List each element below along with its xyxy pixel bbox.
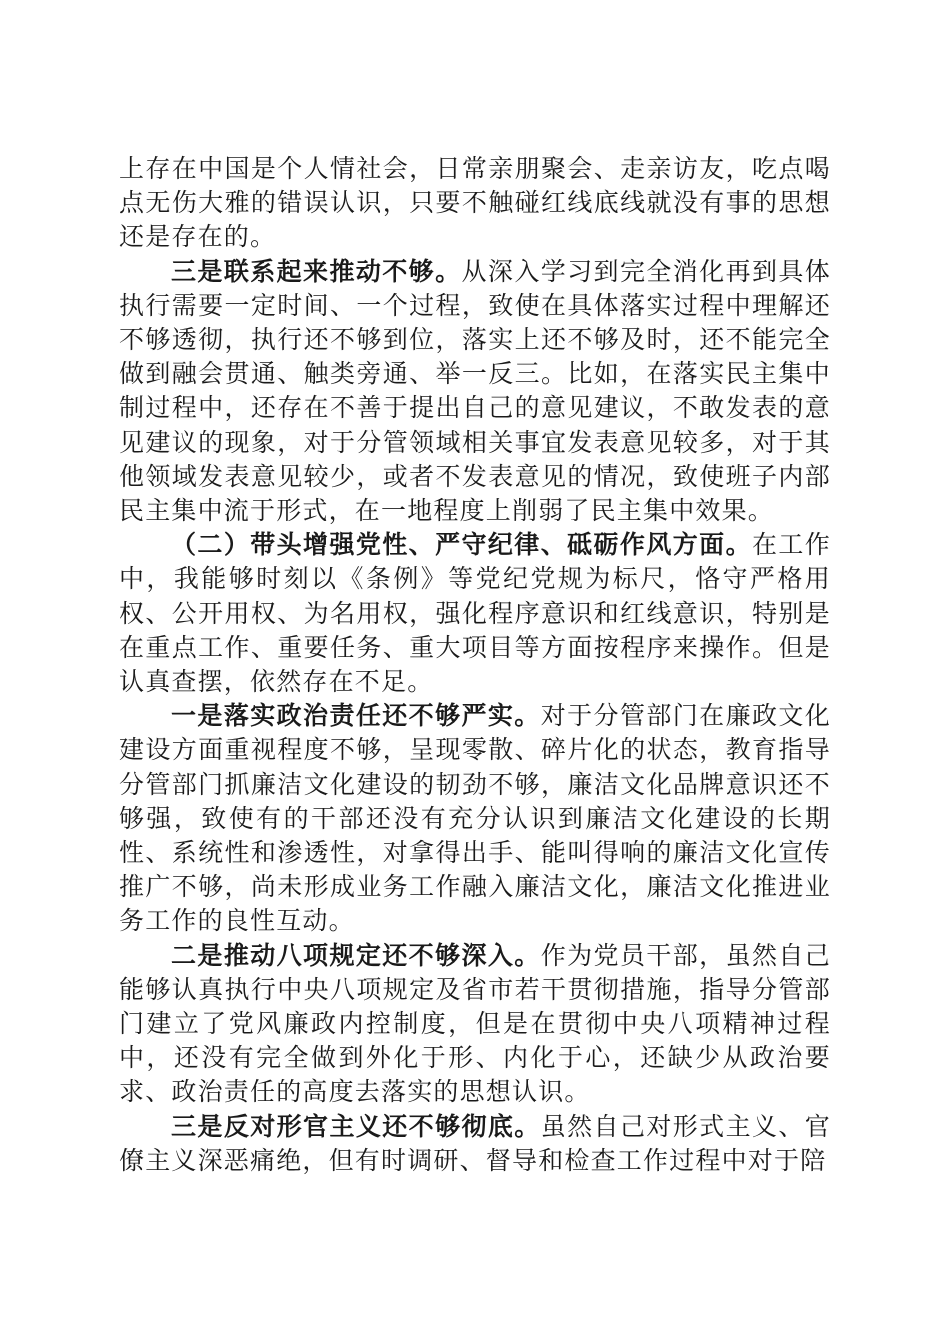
paragraph-point-1 [119,699,831,938]
paragraph-point-3b [119,1110,831,1178]
paragraph-text: 在工作中，我能够时刻以《条例》等党纪党规为标尺，恪守严格用权、公开用权、为名用权，强化程序意识和红线意识，特别是在重点工作、重要任务、重大项目等方面按程序来操作。但是认真查摆，依然存在不足。 [119,530,832,697]
paragraph-lead: 二是推动八项规定还不够深入。 [171,940,541,970]
section-heading-paragraph [119,528,831,699]
paragraph-lead: 一是落实政治责任还不够严实。 [171,701,541,731]
paragraph-lead: 三是联系起来推动不够。 [171,256,462,286]
paragraph-text: 对于分管部门在廉政文化建设方面重视程度不够，呈现零散、碎片化的状态，教育指导分管部门抓廉洁文化建设的韧劲不够，廉洁文化品牌意识还不够强，致使有的干部还没有充分认识到廉洁文化建设的长期性、系统性和渗透性，对拿得出手、能叫得响的廉洁文化宣传推广不够，尚未形成业务工作融入廉洁文化，廉洁文化推进业务工作的良性互动。 [119,701,831,936]
paragraph-text: 从深入学习到完全消化再到具体执行需要一定时间、一个过程，致使在具体落实过程中理解还不够透彻，执行还不够到位，落实上还不够及时，还不能完全做到融会贯通、触类旁通、举一反三。比如，在落实民主集中制过程中，还存在不善于提出自己的意见建议，不敢发表的意见建议的现象，对于分管领域相关事宜发表意见较多，对于其他领域发表意见较少，或者不发表意见的情况，致使班子内部民主集中流于形式，在一地程度上削弱了民主集中效果。 [119,256,832,526]
paragraph-continuation [119,152,831,255]
paragraph-text: 虽然自己对形式主义、官僚主义深恶痛绝，但有时调研、督导和检查工作过程中对于陪 [119,1111,831,1175]
paragraph-lead: 三是反对形官主义还不够彻底。 [171,1111,541,1141]
document-body [119,152,831,1178]
paragraph-point-3 [119,255,831,529]
paragraph-text: 作为党员干部，虽然自己能够认真执行中央八项规定及省市若干贯彻措施，指导分管部门建立了党风廉政内控制度，但是在贯彻中央八项精神过程中，还没有完全做到外化于形、内化于心，还缺少从政治要求、政治责任的高度去落实的思想认识。 [119,940,831,1107]
paragraph-point-2 [119,939,831,1110]
paragraph-text: 上存在中国是个人情社会，日常亲朋聚会、走亲访友，吃点喝点无伤大雅的错误认识，只要不触碰红线底线就没有事的思想还是存在的。 [119,154,831,252]
section-heading: （二）带头增强党性、严守纪律、砥砺作风方面。 [171,530,752,560]
